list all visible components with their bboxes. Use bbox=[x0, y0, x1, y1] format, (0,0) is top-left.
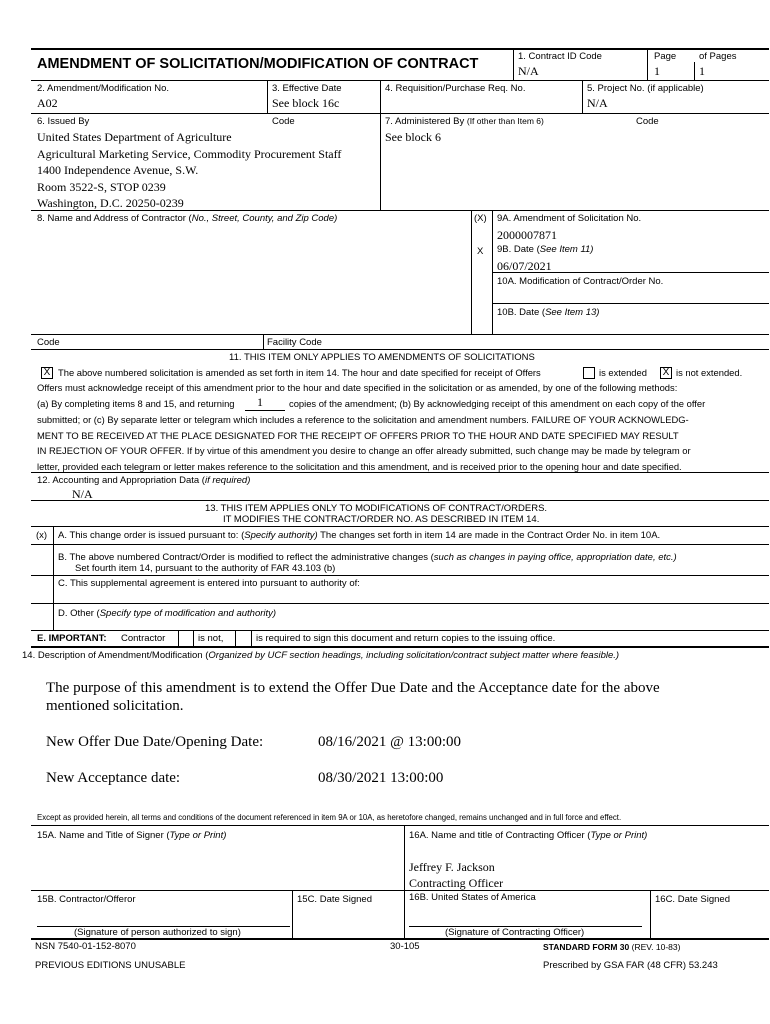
rule bbox=[193, 630, 194, 646]
item-12-label bbox=[37, 475, 250, 486]
rule bbox=[251, 630, 252, 646]
contracting-officer-name: Jeffrey F. Jackson bbox=[409, 860, 495, 874]
effective-date-value: See block 16c bbox=[272, 96, 340, 110]
signer-label bbox=[37, 830, 226, 841]
offer-date-value: 08/16/2021 @ 13:00:00 bbox=[318, 734, 461, 750]
item-13-b-italic: such as changes in paying office, appropriation date, etc.) bbox=[433, 552, 677, 563]
form-title: AMENDMENT OF SOLICITATION/MODIFICATION OF CONTRACT bbox=[37, 56, 479, 72]
except-text: Except as provided herein, all terms and conditions of the document referenced in item 9A or 10A, as heretofore changed, remains unchanged and in full force and effect. bbox=[37, 813, 622, 822]
date-signed-16c-label: 16C. Date Signed bbox=[655, 894, 730, 905]
standard-form-text: STANDARD FORM 30 bbox=[543, 942, 630, 952]
contractor-label bbox=[37, 213, 337, 224]
issued-by-code-label: Code bbox=[272, 116, 295, 127]
date-9b-label bbox=[497, 244, 593, 255]
rule bbox=[235, 630, 236, 646]
item-13-b-authority: Set fourth item 14, pursuant to the authority of FAR 43.103 (b) bbox=[75, 563, 336, 574]
rule bbox=[513, 48, 514, 80]
project-no-label: 5. Project No. (if applicable) bbox=[587, 83, 704, 94]
prescribed-by: Prescribed by GSA FAR (48 CFR) 53.243 bbox=[543, 960, 718, 971]
item-11-line5: MENT TO BE RECEIVED AT THE PLACE DESIGNATED FOR THE RECEIPT OF OFFERS PRIOR TO THE HOUR AND DATE SPECIFIED MAY RESULT bbox=[37, 430, 679, 441]
date-signed-15c-label: 15C. Date Signed bbox=[297, 894, 372, 905]
date-10b-label-italic: See Item 13) bbox=[545, 307, 600, 318]
rule bbox=[492, 303, 769, 304]
signature-person-caption: (Signature of person authorized to sign) bbox=[74, 927, 241, 938]
rule bbox=[31, 544, 769, 545]
contract-id-value: N/A bbox=[518, 64, 539, 78]
nsn-number: NSN 7540-01-152-8070 bbox=[35, 941, 136, 952]
item-12-label-text: 12. Accounting and Appropriation Data ( bbox=[37, 475, 205, 486]
important-label: E. IMPORTANT: bbox=[37, 633, 107, 644]
rule bbox=[31, 349, 769, 350]
item-13-b bbox=[58, 552, 677, 563]
item-11-line6: IN REJECTION OF YOUR OFFER. If by virtue of this amendment you desire to change an offer already submitted, such change may be made by telegram or bbox=[37, 445, 691, 456]
date-9b-label-italic: See Item 11) bbox=[539, 244, 594, 255]
page-label: Page bbox=[654, 51, 677, 62]
item-11-line1: The above numbered solicitation is amended as set forth in item 14. The hour and date specified for receipt of Offers bbox=[58, 367, 541, 378]
item-11-line7: letter, provided each telegram or letter makes reference to the solicitation and this amendment, and is received prior to the opening hour and date specified. bbox=[37, 461, 682, 472]
item-12-label-italic: if required) bbox=[204, 475, 251, 486]
rule bbox=[31, 80, 769, 81]
issued-by-line: Room 3522-S, STOP 0239 bbox=[37, 180, 166, 194]
project-no-value: N/A bbox=[587, 96, 608, 110]
rule bbox=[178, 630, 179, 646]
issued-by-line: Washington, D.C. 20250-0239 bbox=[37, 196, 184, 210]
issued-by-label: 6. Issued By bbox=[37, 116, 90, 127]
effective-date-label: 3. Effective Date bbox=[272, 83, 342, 94]
amendment-sol-label: 9A. Amendment of Solicitation No. bbox=[497, 213, 642, 224]
copies-underline bbox=[245, 410, 285, 411]
rule bbox=[31, 334, 769, 335]
rule bbox=[694, 62, 695, 80]
facility-code-label: Facility Code bbox=[267, 337, 322, 348]
item-14-label-text: 14. Description of Amendment/Modification ( bbox=[22, 650, 209, 661]
acceptance-date-label: New Acceptance date: bbox=[46, 770, 181, 786]
revision-text: (REV. 10-83) bbox=[631, 942, 681, 952]
contractor-label-italic: No., Street, County, and Zip Code) bbox=[191, 213, 338, 224]
item-11-line3a: (a) By completing items 8 and 15, and returning bbox=[37, 398, 235, 409]
rule bbox=[404, 825, 405, 938]
of-pages-value: 1 bbox=[699, 64, 705, 78]
rule bbox=[31, 630, 769, 631]
item-13-a-text2: The changes set forth in item 14 are made in the Contract Order No. in item 10A. bbox=[317, 530, 661, 541]
date-9b-value: 06/07/2021 bbox=[497, 259, 552, 273]
administered-by-label bbox=[385, 116, 544, 127]
page-value: 1 bbox=[654, 64, 660, 78]
signature-co-caption: (Signature of Contracting Officer) bbox=[445, 927, 585, 938]
item-11-heading: 11. THIS ITEM ONLY APPLIES TO AMENDMENTS OF SOLICITATIONS bbox=[229, 352, 535, 363]
administered-by-note: (If other than Item 6) bbox=[466, 116, 544, 126]
item-14-label-italic: Organized by UCF section headings, including solicitation/contract subject matter where feasible.) bbox=[208, 650, 620, 661]
contracting-officer-label-italic: Type or Print) bbox=[590, 830, 648, 841]
rule bbox=[31, 526, 769, 527]
is-extended-label: is extended bbox=[599, 367, 647, 378]
date-10b-label bbox=[497, 307, 599, 318]
contract-id-label: 1. Contract ID Code bbox=[518, 51, 602, 62]
rule bbox=[31, 825, 769, 826]
item-11-line3b: copies of the amendment; (b) By acknowledging receipt of this amendment on each copy of the offer bbox=[289, 398, 706, 409]
rule bbox=[471, 210, 472, 334]
is-not-extended-label: is not extended. bbox=[676, 367, 743, 378]
administered-by-label-text: 7. Administered By bbox=[385, 116, 465, 127]
is-not-extended-checkbox[interactable]: X bbox=[660, 367, 672, 379]
requisition-label: 4. Requisition/Purchase Req. No. bbox=[385, 83, 526, 94]
contracting-officer-title: Contracting Officer bbox=[409, 876, 504, 890]
item-13-d bbox=[58, 608, 276, 619]
of-pages-label: of Pages bbox=[699, 51, 737, 62]
signer-label-italic: Type or Print) bbox=[169, 830, 227, 841]
amendment-sol-value: 2000007871 bbox=[497, 228, 557, 242]
block-9-mark: X bbox=[477, 246, 484, 257]
contractor-label-text: 8. Name and Address of Contractor ( bbox=[37, 213, 192, 224]
item-13-heading-1: 13. THIS ITEM APPLIES ONLY TO MODIFICATIONS OF CONTRACT/ORDERS. bbox=[205, 503, 548, 514]
copies-value: 1 bbox=[257, 395, 263, 409]
rule bbox=[647, 48, 648, 80]
previous-editions: PREVIOUS EDITIONS UNUSABLE bbox=[35, 960, 186, 971]
administered-code-label: Code bbox=[636, 116, 659, 127]
amendment-no-value: A02 bbox=[37, 96, 58, 110]
item-14-label bbox=[22, 650, 619, 661]
rule bbox=[267, 80, 268, 113]
x-column-header: (X) bbox=[474, 213, 487, 224]
description-para-1: The purpose of this amendment is to extend the Offer Due Date and the Acceptance date for the above bbox=[46, 680, 660, 696]
amendment-no-label: 2. Amendment/Modification No. bbox=[37, 83, 170, 94]
rule bbox=[492, 210, 493, 334]
issued-by-line: 1400 Independence Avenue, S.W. bbox=[37, 163, 199, 177]
important-is-not: is not, bbox=[198, 633, 224, 644]
form-number: 30-105 bbox=[390, 941, 420, 952]
contractor-code-label: Code bbox=[37, 337, 60, 348]
rule bbox=[292, 890, 293, 938]
rule bbox=[31, 575, 769, 576]
issued-by-line: Agricultural Marketing Service, Commodity Procurement Staff bbox=[37, 147, 342, 161]
administered-by-value: See block 6 bbox=[385, 130, 441, 144]
issued-by-line: United States Department of Agriculture bbox=[37, 130, 232, 144]
important-contractor: Contractor bbox=[121, 633, 166, 644]
item-13-d-italic: Specify type of modification and authority) bbox=[99, 608, 277, 619]
description-para-2: mentioned solicitation. bbox=[46, 698, 184, 714]
rule bbox=[650, 890, 651, 938]
item-13-heading-2: IT MODIFIES THE CONTRACT/ORDER NO. AS DESCRIBED IN ITEM 14. bbox=[223, 514, 540, 525]
date-10b-label-text: 10B. Date ( bbox=[497, 307, 546, 318]
rule bbox=[31, 113, 769, 114]
item-13-c: C. This supplemental agreement is entered into pursuant to authority of: bbox=[58, 578, 360, 589]
date-9b-label-text: 9B. Date ( bbox=[497, 244, 540, 255]
item-11-line4: submitted; or (c) By separate letter or telegram which includes a reference to the solicitation and amendment numbers. FAILURE OF YOUR ACKNOWLEDG- bbox=[37, 414, 689, 425]
standard-form-label bbox=[543, 942, 680, 952]
mod-10a-label: 10A. Modification of Contract/Order No. bbox=[497, 276, 664, 287]
contractor-offeror-label: 15B. Contractor/Offeror bbox=[37, 894, 136, 905]
item-13-x-header: (x) bbox=[36, 530, 48, 541]
contracting-officer-label-text: 16A. Name and title of Contracting Officer ( bbox=[409, 830, 591, 841]
item-13-a-italic: Specify authority) bbox=[244, 530, 318, 541]
item-13-b-text: B. The above numbered Contract/Order is modified to reflect the administrative changes ( bbox=[58, 552, 434, 563]
item-13-a bbox=[58, 530, 660, 541]
rule bbox=[31, 890, 769, 891]
rule bbox=[582, 80, 583, 113]
item-13-a-text: A. This change order is issued pursuant to: ( bbox=[58, 530, 245, 541]
rule bbox=[31, 500, 769, 501]
item-12-value: N/A bbox=[72, 487, 93, 501]
rule bbox=[263, 334, 264, 349]
acceptance-date-value: 08/30/2021 13:00:00 bbox=[318, 770, 444, 786]
solicitation-amended-checkbox[interactable]: X bbox=[41, 367, 53, 379]
rule bbox=[31, 938, 769, 940]
form-border-top bbox=[31, 48, 769, 50]
rule bbox=[53, 526, 54, 630]
usa-label: 16B. United States of America bbox=[409, 892, 536, 903]
rule bbox=[31, 603, 769, 604]
rule bbox=[380, 80, 381, 210]
item-11-line2: Offers must acknowledge receipt of this amendment prior to the hour and date specified in the solicitation or as amended, by one of the following methods: bbox=[37, 382, 678, 393]
item-13-d-text: D. Other ( bbox=[58, 608, 100, 619]
contracting-officer-label bbox=[409, 830, 647, 841]
offer-date-label: New Offer Due Date/Opening Date: bbox=[46, 734, 264, 750]
rule bbox=[31, 646, 769, 648]
signer-label-text: 15A. Name and Title of Signer ( bbox=[37, 830, 170, 841]
important-rest: is required to sign this document and return copies to the issuing office. bbox=[256, 633, 556, 644]
is-extended-checkbox[interactable] bbox=[583, 367, 595, 379]
